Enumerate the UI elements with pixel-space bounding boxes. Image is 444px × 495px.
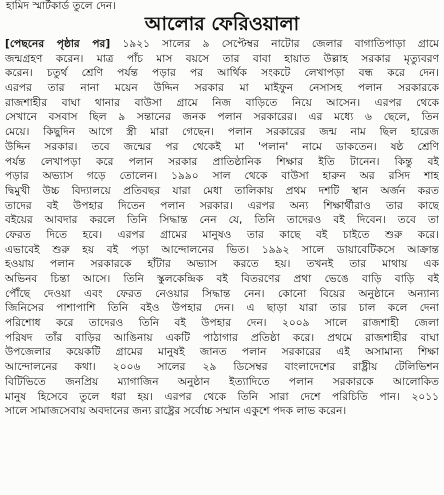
body-line-8: উদ্দিন সরকার। তবে জন্মের পর থেকেই মা 'পলান' নামে ডাকতেন। ষষ্ঠ শ্রেণি [5,140,439,153]
continuation-prefix: [পেছনের পৃষ্ঠার পর] [5,38,111,50]
body-line-7: মেয়ে। কিছুদিন আগে স্ত্রী মারা গেছেন। পলান সরকারের জন্ম নাম ছিল হারেজ [5,126,439,139]
body-line-16: হওয়ায় পলান সরকারকে হাঁটার অভ্যাস করতে হয়। তখনই তার মাথায় এক [5,258,439,271]
article-body [5,37,439,419]
body-line-19: জিনিসের পাশাপাশি তিনি বইও উপহার দেন। এ ছাড়া যারা তার চাল কলে দেনা [5,302,439,315]
body-line-18: পৌঁছে দেওয়া এবং ফেরত নেওয়ার সিদ্ধান্ত নেন। কোনো বিয়ের অনুষ্ঠানে অন্যান্য [5,287,439,300]
body-line-17: অভিনব চিন্তা আসে। তিনি স্কুলকেন্দ্রিক বই বিতরণের প্রথা ভেঙে বাড়ি বাড়ি বই [5,273,439,285]
body-line-11: দ্বিমুখী উচ্চ বিদ্যালয়ে প্রতিবছর যারা মেধা তালিকায় প্রথম দশটি স্থান অর্জন করত [5,184,439,197]
body-line-26: সালে সামাজসেবায় অবদানের জন্য রাষ্ট্রের সর্বোচ্চ সম্মান একুশে পদক লাভ করেন। [5,405,347,418]
previous-article-fragment: হামিদ স্মার্টকার্ড তুলে দেন। [6,0,117,12]
body-line-24: বিটিভিতে জনপ্রিয় ম্যাগাজিন অনুষ্ঠান ইত্যাদিতে পলান সরকারকে আলোকিত [5,375,439,388]
body-line-10: পড়ার অভ্যাস গড়ে তোলেন। ১৯৯০ সাল থেকে বাউসা হারুন অর রসিদ শাহ [5,170,439,183]
body-line-22: উপজেলার কয়েকটি গ্রামের মানুষই জানত পলান সরকারের এই অসামান্য শিক্ষা [5,346,439,359]
body-line-21: পরিষদ তাঁর বাড়ির আঙিনায় একটি পাঠাগার প্রতিষ্ঠা করে। প্রথমে রাজশাহীর বাঘা [5,331,439,344]
body-line-3: করেন। চতুর্থ শ্রেণি পর্যন্ত পড়ার পর আর্থিক সংকটে লেখাপড়া বন্ধ করে দেন। [5,67,439,80]
body-line-20: পরিশোধ করে তাদেরও তিনি বই উপহার দেন। ২০০৯ সালে রাজশাহী জেলা [5,317,439,330]
body-line-9: পর্যন্ত লেখাপড়া করে পলান সরকার প্রাতিষ্ঠানিক শিক্ষার ইতি টানেন। কিন্তু বই [5,155,439,168]
body-line-25: মানুষ হিসেবে তুলে ধরা হয়। এরপর থেকে তিনি সারা দেশে পরিচিতি পান। ২০১১ [5,390,439,403]
body-line-12: তাদের বই উপহার দিতেন পলান সরকার। এরপর অন্য শিক্ষার্থীরাও তার কাছে [5,199,439,212]
body-line-6: সেখানে বসবাস ছিল ৯ সন্তানের জনক পলান সরকারের। এর মধ্যে ৬ ছেলে, তিন [5,111,439,124]
body-line-5: রাজশাহীর বাঘা থানার বাউসা গ্রামে নিজ বাড়িতে নিয়ে আসেন। এরপর থেকে [5,96,439,109]
body-line-1: [পেছনের পৃষ্ঠার পর] ১৯২১ সালের ৯ সেপ্টেম্বর নাটোর জেলার বাগাতিপাড়া গ্রামে [5,38,439,50]
body-line-15: এভাবেই শুরু হয় বই পড়া আন্দোলনের ভিত। ১৯৯২ সালে ডায়াবেটিকসে আক্রান্ত [5,243,439,256]
body-line-2: জন্মগ্রহণ করেন। মাত্র পাঁচ মাস বয়সে তার বাবা হায়াত উল্লাহ সরকার মৃত্যুবরণ [5,52,439,65]
body-line-4: এরপর তার নানা ময়েন উদ্দিন সরকার মা মাইফুন নেসাসহ পলান সরকারকে [5,82,439,95]
article-headline: আলোর ফেরিওয়ালা [144,13,300,35]
body-line-14: ফেরত দিতে হবে। এরপর গ্রামের মানুষও তার কাছে বই চাইতে শুরু করে। [5,228,439,241]
body-line-13: বইয়ের আবদার করলে তিনি সিদ্ধান্ত নেন যে, তিনি তাদেরও বই দিবেন। তবে তা [5,214,439,227]
body-line-23: আন্দোলনের কথা। ২০০৬ সালের ২৯ ডিসেম্বর বাংলাদেশের রাষ্ট্রীয় টেলিভিশন [5,361,439,374]
